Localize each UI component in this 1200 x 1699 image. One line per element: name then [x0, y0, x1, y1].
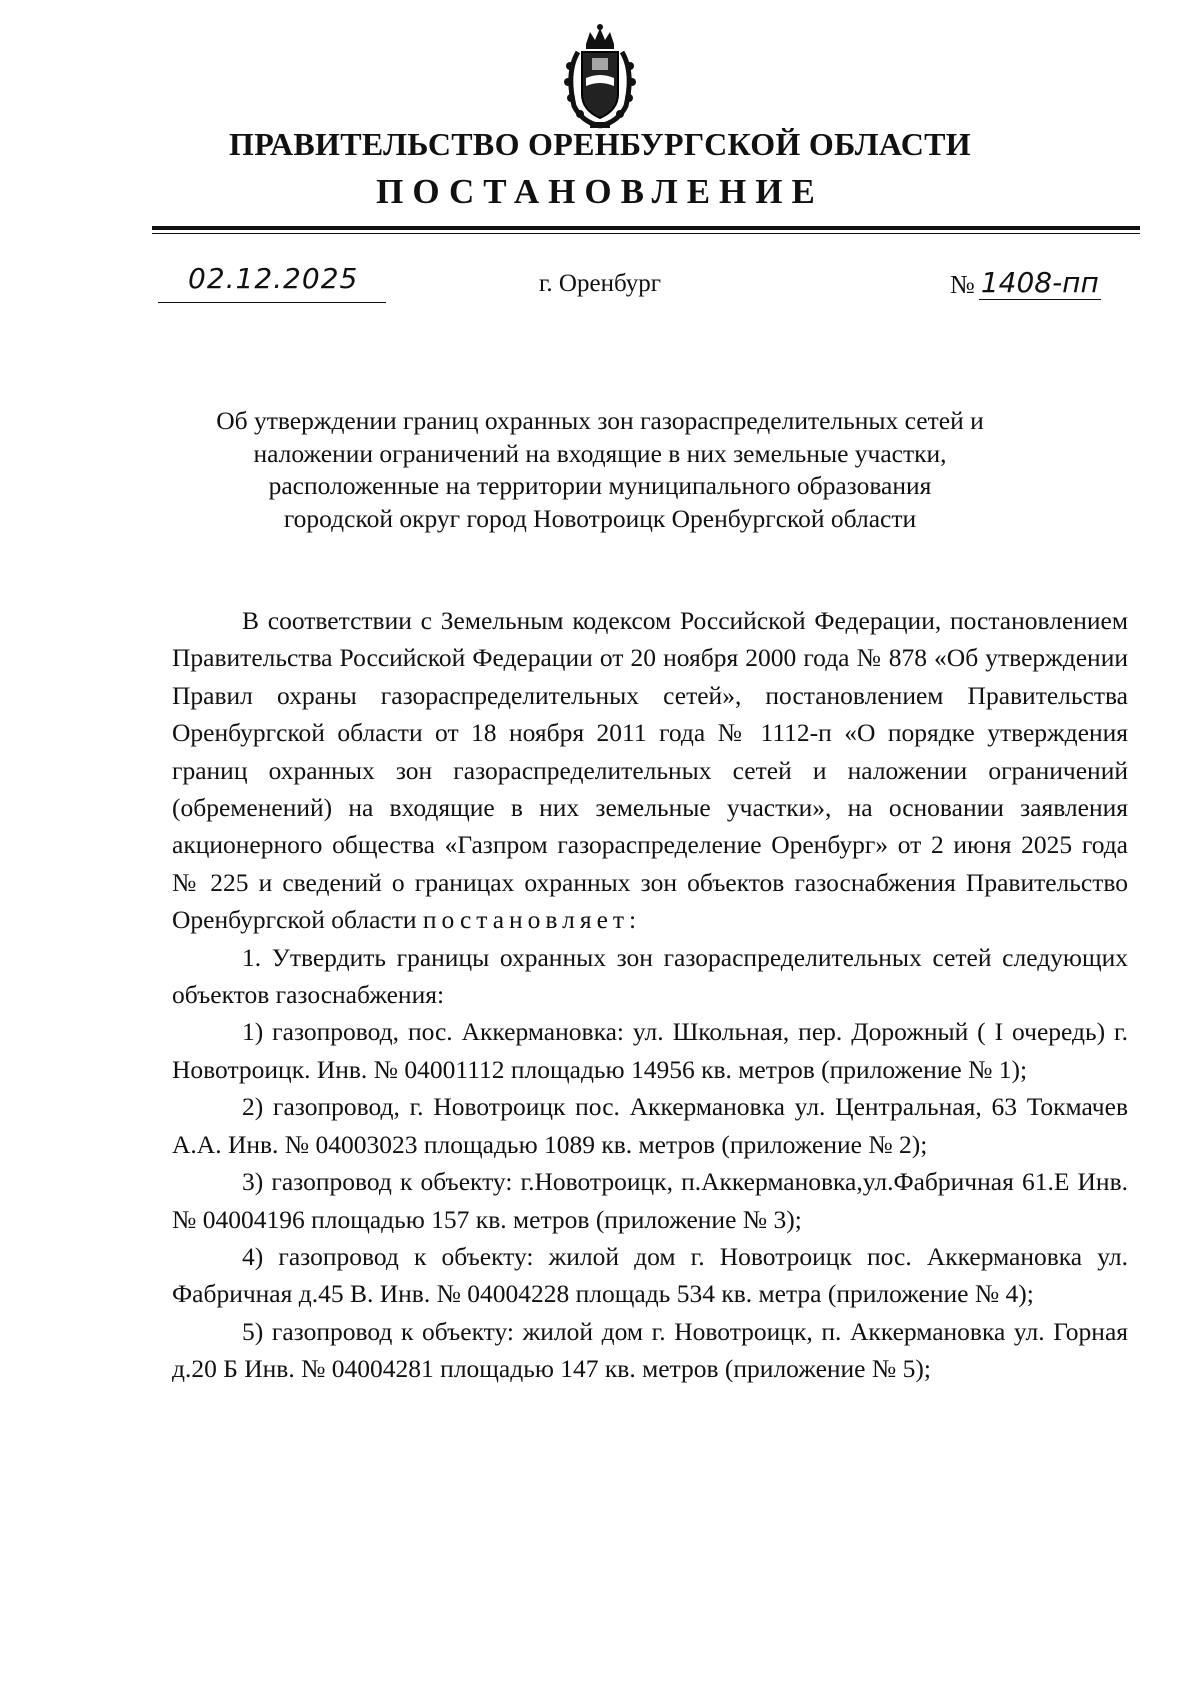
decree-word: постановляет: — [422, 905, 642, 935]
number-sign: № — [950, 270, 975, 299]
orenburg-coat-of-arms-icon — [552, 22, 648, 132]
document-date: 02.12.2025 — [188, 262, 359, 295]
title-line: Об утверждении границ охранных зон газораспределительных сетей и — [216, 406, 984, 435]
organization-name: ПРАВИТЕЛЬСТВО ОРЕНБУРГСКОЙ ОБЛАСТИ — [229, 126, 971, 162]
preamble-text: В соответствии с Земельным кодексом Российской Федерации, постановлением Правительства Российской Федерации от 20 ноября 2000 года № 878 «Об утверждении Правил охраны газораспределительных сетей», постановлением Правительства Оренбургской области от 18 ноября 2011 года № 1112-п «О порядке утверждения границ охранных зон газораспределительных сетей и наложении ограничений (обременений) на входящие в них земельные участки», на основании заявления акционерного общества «Газпром газораспределение Оренбург» от 2 июня 2025 года № 225 и сведений о границах охранных зон объектов газоснабжения Правительство Оренбургской области — [172, 606, 1128, 935]
document-body — [172, 602, 1128, 1388]
document-title — [150, 405, 1050, 535]
subitem-4: 4) газопровод к объекту: жилой дом г. Новотроицк пос. Аккермановка ул. Фабричная д.45 В. Инв. № 04004228 площадь 534 кв. метра (приложение № 4); — [172, 1241, 1128, 1309]
document-city: г. Оренбург — [539, 270, 661, 297]
subitem-3: 3) газопровод к объекту: г.Новотроицк, п.Аккермановка,ул.Фабричная 61.Е Инв. № 04004196 площадью 157 кв. метров (приложение № 3); — [172, 1167, 1128, 1234]
item-1: 1. Утвердить границы охранных зон газораспределительных сетей следующих объектов газоснабжения: — [172, 942, 1128, 1010]
subitem-1: 1) газопровод, пос. Аккермановка: ул. Школьная, пер. Дорожный ( I очередь) г. Новотроицк. Инв. № 04001112 площадью 14956 кв. метров (приложение № 1); — [172, 1017, 1128, 1084]
title-line: наложении ограничений на входящие в них земельные участки, — [253, 438, 947, 468]
document-type: ПОСТАНОВЛЕНИЕ — [376, 172, 824, 211]
header-rule-thin — [152, 233, 1140, 234]
title-line: городской округ город Новотроицк Оренбургской области — [283, 503, 917, 533]
document-number: 1408-пп — [980, 266, 1099, 299]
subitem-2: 2) газопровод, г. Новотроицк пос. Аккермановка ул. Центральная, 63 Токмачев А.А. Инв. № 04003023 площадью 1089 кв. метров (приложение № 2); — [172, 1092, 1128, 1159]
title-line: расположенные на территории муниципального образования — [268, 471, 932, 500]
header-rule-thick — [152, 226, 1140, 230]
document-number-field — [950, 266, 1101, 300]
subitem-5: 5) газопровод к объекту: жилой дом г. Новотроицк, п. Аккермановка ул. Горная д.20 Б Инв. № 04004281 площадью 147 кв. метров (приложение № 5); — [172, 1316, 1128, 1384]
preamble-paragraph — [172, 602, 1128, 939]
